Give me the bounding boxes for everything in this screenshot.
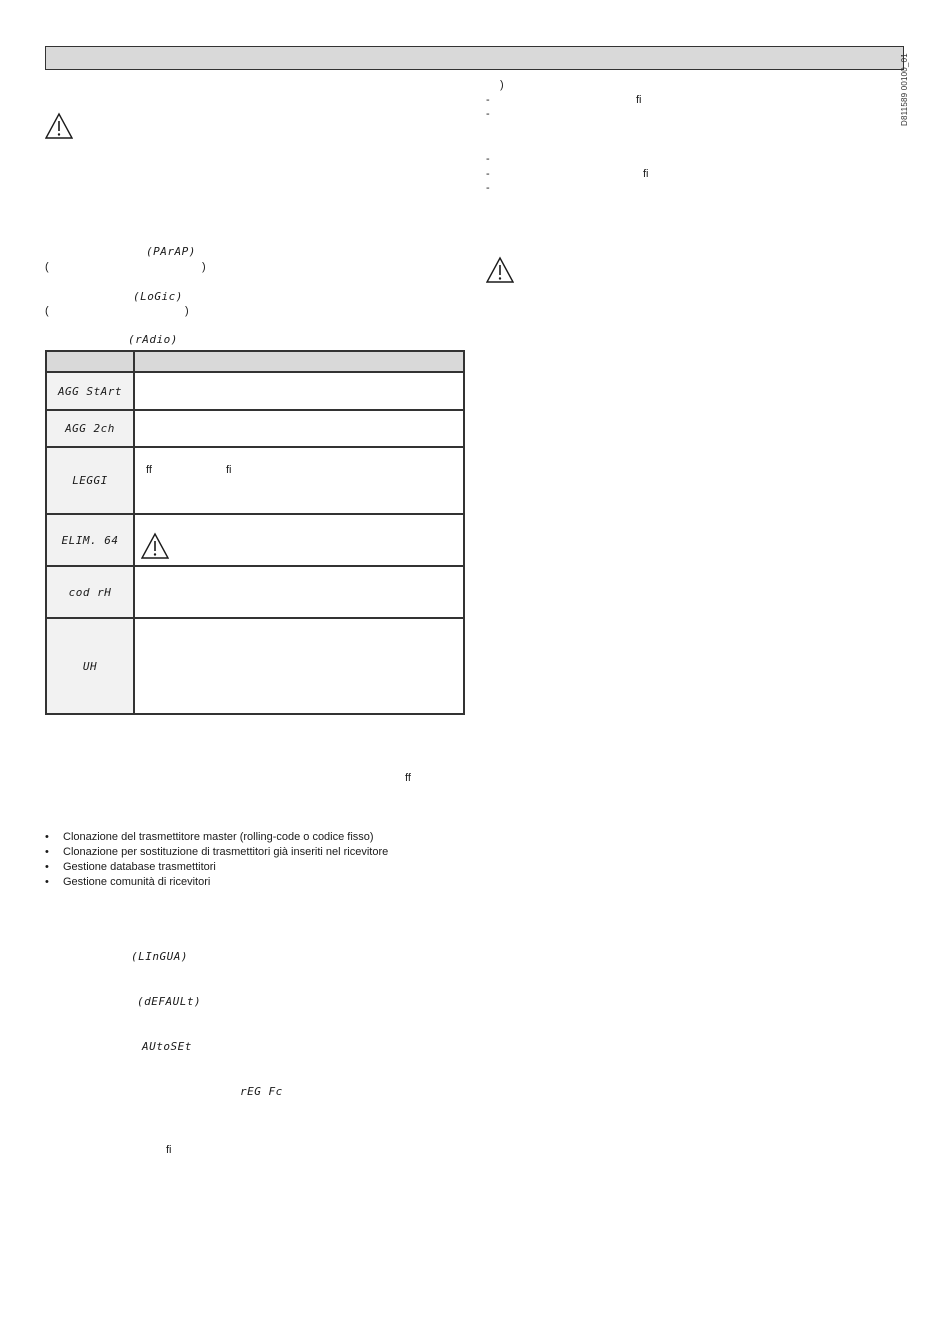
table-cell-code: LEGGI: [46, 447, 134, 514]
list-item: • Gestione database trasmettitori: [45, 860, 388, 875]
table-header-code: [46, 351, 134, 372]
table-row: [46, 566, 464, 618]
ligature-fragment: ff: [405, 772, 411, 784]
section-title-bar: [45, 46, 904, 70]
table-cell-description: [134, 514, 464, 566]
table-cell-code: UH: [46, 618, 134, 714]
param-paren-close: ): [202, 261, 206, 273]
dash-marker: -: [486, 108, 490, 120]
ligature-fragment: ff: [146, 464, 152, 476]
logic-paren-close: ): [185, 305, 189, 317]
ligature-fragment: fi: [226, 464, 232, 476]
ligature-fragment: fi: [636, 94, 642, 106]
table-row: [46, 618, 464, 714]
dash-marker: -: [486, 168, 490, 180]
logic-paren-open: (: [45, 305, 49, 317]
dash-marker: -: [486, 94, 490, 106]
table-cell-description: [134, 566, 464, 618]
table-cell-description: [134, 410, 464, 447]
table-cell-code: AGG 2ch: [46, 410, 134, 447]
dash-marker: -: [486, 182, 490, 194]
list-item: • Gestione comunità di ricevitori: [45, 875, 388, 890]
radio-menu-table: [45, 350, 465, 715]
list-item: • Clonazione del trasmettitore master (rolling-code o codice fisso): [45, 830, 388, 845]
lingua-menu-label: (LInGUA): [131, 950, 188, 963]
ligature-fragment: fi: [643, 168, 649, 180]
dash-marker: -: [486, 153, 490, 165]
warning-icon: [486, 256, 514, 284]
document-code: D811589 00100_01: [900, 53, 909, 126]
regfc-label: rEG Fc: [240, 1085, 283, 1098]
table-header-description: [134, 351, 464, 372]
param-paren-open: (: [45, 261, 49, 273]
paren-close: ): [500, 79, 504, 91]
warning-icon: [45, 112, 73, 140]
table-cell-code: ELIM. 64: [46, 514, 134, 566]
table-row: [46, 447, 464, 514]
feature-list: [45, 830, 388, 890]
table-row: [46, 410, 464, 447]
table-row: [46, 514, 464, 566]
table-cell-description: [134, 372, 464, 410]
ligature-fragment: fi: [166, 1144, 172, 1156]
default-menu-label: (dEFAULt): [137, 995, 202, 1008]
table-cell-description: [134, 447, 464, 514]
autoset-label: AUtoSEt: [142, 1040, 192, 1053]
table-cell-code: cod rH: [46, 566, 134, 618]
logic-menu-label: (LoGic): [133, 290, 183, 303]
radio-menu-label: (rAdio): [128, 333, 178, 346]
list-item: • Clonazione per sostituzione di trasmettitori già inseriti nel ricevitore: [45, 845, 388, 860]
table-row: [46, 372, 464, 410]
table-header-row: [46, 351, 464, 372]
param-menu-label: (PArAP): [146, 245, 196, 258]
warning-icon: [141, 532, 169, 560]
table-cell-code: AGG StArt: [46, 372, 134, 410]
table-cell-description: [134, 618, 464, 714]
